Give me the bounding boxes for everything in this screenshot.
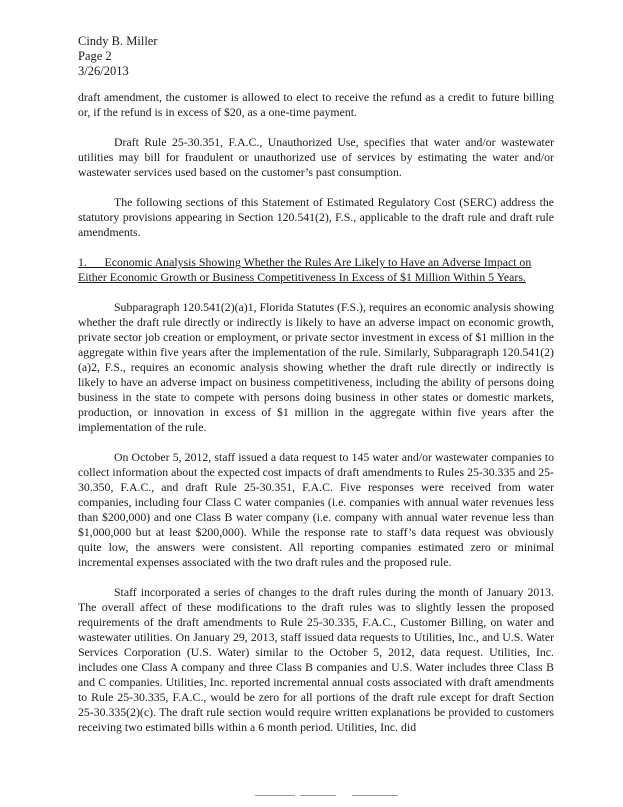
document-body — [78, 90, 554, 750]
letter-header — [78, 34, 158, 79]
footer-rule — [352, 795, 398, 796]
section-heading-economic-analysis: 1. Economic Analysis Showing Whether the Rules Are Likely to Have an Adverse Impact on Either Economic Growth or Business Competitiveness In Excess of $1 Million Within 5 Years. — [78, 255, 532, 284]
paragraph-subparagraph-requirements: Subparagraph 120.541(2)(a)1, Florida Statutes (F.S.), requires an economic analysis showing whether the draft rule directly or indirectly is likely to have an adverse impact on economic growth, private sector job creation or employment, or private sector investment in excess of $1 million in the aggregate within five years after the implementation of the rule. Similarly, Subparagraph 120.541(2)(a)2, F.S., requires an economic analysis showing whether the draft rule directly or indirectly is likely to have an adverse impact on business competitiveness, including the ability of persons doing business in the state to compete with persons doing business in other states or domestic markets, production, or innovation in excess of $1 million in the aggregate within five years after the implementation of the rule. — [78, 300, 554, 434]
paragraph-serc-intro: The following sections of this Statement of Estimated Regulatory Cost (SERC) address the statutory provisions appearing in Section 120.541(2), F.S., applicable to the draft rule and draft rule amendments. — [78, 195, 554, 239]
footer-rule — [255, 795, 295, 796]
footer-rule — [300, 795, 336, 796]
letter-date: 3/26/2013 — [78, 64, 129, 78]
paragraph-october-data-request: On October 5, 2012, staff issued a data request to 145 water and/or wastewater companies to collect information about the expected cost impacts of draft amendments to Rules 25-30.335 and 25-30.350, F.A.C., and draft Rule 25-30.351, F.A.C. Five responses were received from water companies, including four Class C water companies (i.e. companies with annual water revenues less than $200,000) and one Class B water company (i.e. company with annual water revenue less than $1,000,000 but at least $200,000). While the response rate to staff’s data request was obviously quite low, the answers were consistent. All reporting companies estimated zero or minimal incremental expenses associated with the two draft rules and the proposed rule. — [78, 450, 554, 569]
paragraph-refund-continuation: draft amendment, the customer is allowed to elect to receive the refund as a credit to future billing or, if the refund is in excess of $20, as a one-time payment. — [78, 90, 554, 119]
page-number: Page 2 — [78, 49, 112, 63]
paragraph-unauthorized-use: Draft Rule 25-30.351, F.A.C., Unauthorized Use, specifies that water and/or wastewater utilities may bill for fraudulent or unauthorized use of services by estimating the water and/or wastewater services used based on the customer’s past consumption. — [78, 135, 554, 179]
paragraph-january-changes: Staff incorporated a series of changes to the draft rules during the month of January 2013. The overall affect of these modifications to the draft rules was to slightly lessen the proposed requirements of the draft amendments to Rule 25-30.335, F.A.C., Customer Billing, on water and wastewater utilities. On January 29, 2013, staff issued data requests to Utilities, Inc., and U.S. Water Services Corporation (U.S. Water) similar to the October 5, 2012, data request. Utilities, Inc. includes one Class A company and three Class B companies and U.S. Water includes three Class B and C companies. Utilities, Inc. reported incremental annual costs associated with draft amendments to Rule 25-30.335, F.A.C., would be zero for all portions of the draft rule except for draft Section 25-30.335(2)(c). The draft rule section would require written explanations be provided to customers receiving two estimated bills within a 6 month period. Utilities, Inc. did — [78, 585, 554, 734]
recipient-name: Cindy B. Miller — [78, 34, 158, 48]
